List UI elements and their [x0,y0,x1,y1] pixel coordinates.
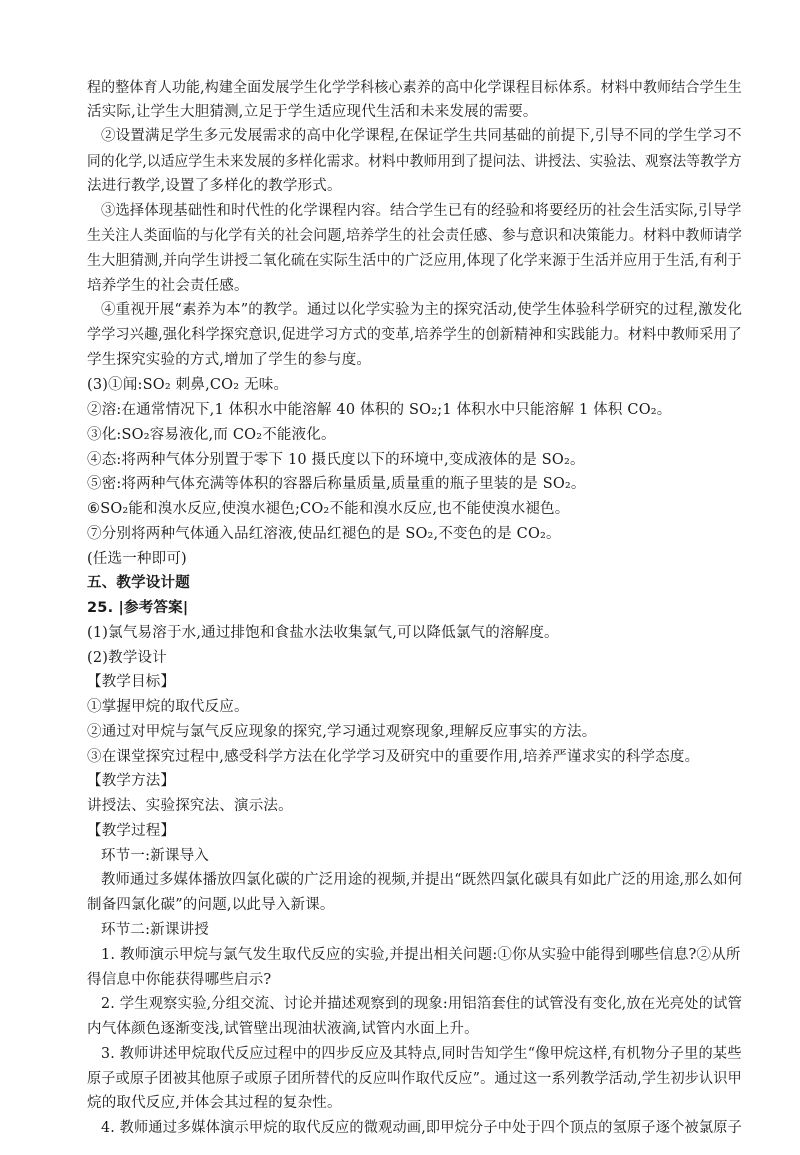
text-line: ③化:SO₂容易液化,而 CO₂不能液化。 [87,427,336,443]
subheading: 【教学过程】 [87,823,176,839]
text-line: ①掌握甲烷的取代反应。 [87,699,249,715]
text-line: ②设置满足学生多元发展需求的高中化学课程,在保证学生共同基础的前提下,引导不同的学生学习不 [101,128,742,144]
text-line: 2. 学生观察实验,分组交流、讨论并描述观察到的现象:用铝箔套住的试管没有变化,放在光亮处的试管 [101,996,743,1012]
text-line: 环节二:新课讲授 [101,922,209,938]
text-line: (3)①闻:SO₂ 刺鼻,CO₂ 无味。 [87,377,289,393]
text-line: ④重视开展“素养为本”的教学。通过以化学实验为主的探究活动,使学生体验科学研究的过程,激发化 [101,302,743,318]
text-line: 学学习兴趣,强化科学探究意识,促进学习方式的变革,培养学生的创新精神和实践能力。材料中教师采用了 [87,327,742,343]
text-line: ⑦分别将两种气体通入品红溶液,使品红褪色的是 SO₂,不变色的是 CO₂。 [87,526,561,542]
text-line: ②通过对甲烷与氯气反应现象的探究,学习通过观察现象,理解反应事实的方法。 [87,724,597,740]
text-line: 4. 教师通过多媒体演示甲烷的取代反应的微观动画,即甲烷分子中处于四个顶点的氢原子逐个被氯原子 [101,1120,742,1136]
text-line: ⑤密:将两种气体充满等体积的容器后称量质量,质量重的瓶子里装的是 SO₂。 [87,476,586,492]
text-line: 内气体颜色逐渐变浅,试管壁出现油状液滴,试管内水面上升。 [87,1021,479,1037]
text-line: 生关注人类面临的与化学有关的社会问题,培养学生的社会责任感、参与意识和决策能力。材料中教师请学 [87,228,743,244]
text-line: 法进行教学,设置了多样化的教学形式。 [87,178,342,194]
text-line: 讲授法、实验探究法、演示法。 [87,798,293,814]
text-line: ③在课堂探究过程中,感受科学方法在化学学习及研究中的重要作用,培养严谨求实的科学态度。 [87,749,700,765]
section-heading: 五、教学设计题 [87,575,190,591]
text-line: ⑥SO₂能和溴水反应,使溴水褪色;CO₂不能和溴水反应,也不能使溴水褪色。 [87,501,570,517]
text-line: ②溶:在通常情况下,1 体积水中能溶解 40 体积的 SO₂;1 体积水中只能溶解 1 体积 CO₂。 [87,402,672,418]
text-line: 1. 教师演示甲烷与氯气发生取代反应的实验,并提出相关问题:①你从实验中能得到哪些信息?②从所 [101,947,741,963]
text-line: 同的化学,以适应学生未来发展的多样化需求。材料中教师用到了提问法、讲授法、实验法、观察法等教学方 [87,154,742,170]
text-line: 3. 教师讲述甲烷取代反应过程中的四步反应及其特点,同时告知学生“像甲烷这样,有机物分子里的某些 [101,1046,742,1062]
text-line: 教师通过多媒体播放四氯化碳的广泛用途的视频,并提出“既然四氯化碳具有如此广泛的用途,那么如何 [101,872,743,888]
text-line: 学生探究实验的方式,增加了学生的参与度。 [87,352,372,368]
text-line: 程的整体育人功能,构建全面发展学生化学学科核心素养的高中化学课程目标体系。材料中教师结合学生生 [87,80,743,96]
text-line: (2)教学设计 [87,650,167,666]
text-line: ④态:将两种气体分别置于零下 10 摄氏度以下的环境中,变成液体的是 SO₂。 [87,452,585,468]
text-line: (任选一种即可) [87,551,187,567]
text-line: 原子或原子团被其他原子或原子团所替代的反应叫作取代反应”。通过这一系列教学活动,学生初步认识甲 [87,1071,742,1087]
answer-label: 25. |参考答案| [87,600,189,616]
text-line: ③选择体现基础性和时代性的化学课程内容。结合学生已有的经验和将要经历的社会生活实际,引导学 [101,203,742,219]
text-line: 生大胆猜测,并向学生讲授二氧化硫在实际生活中的广泛应用,体现了化学来源于生活并应用于生活,有利于 [87,253,742,269]
text-line: 环节一:新课导入 [101,848,209,864]
subheading: 【教学目标】 [87,674,176,690]
subheading: 【教学方法】 [87,773,176,789]
text-line: 活实际,让学生大胆猜测,立足于学生适应现代生活和未来发展的需要。 [87,104,538,120]
text-line: 得信息中你能获得哪些启示? [87,972,272,988]
text-line: 制备四氯化碳”的问题,以此导入新课。 [87,897,335,913]
text-line: 培养学生的社会责任感。 [87,278,249,294]
text-line: 烷的取代反应,并体会其过程的复杂性。 [87,1095,342,1111]
text-line: (1)氯气易溶于水,通过排饱和食盐水法收集氯气,可以降低氯气的溶解度。 [87,625,559,641]
